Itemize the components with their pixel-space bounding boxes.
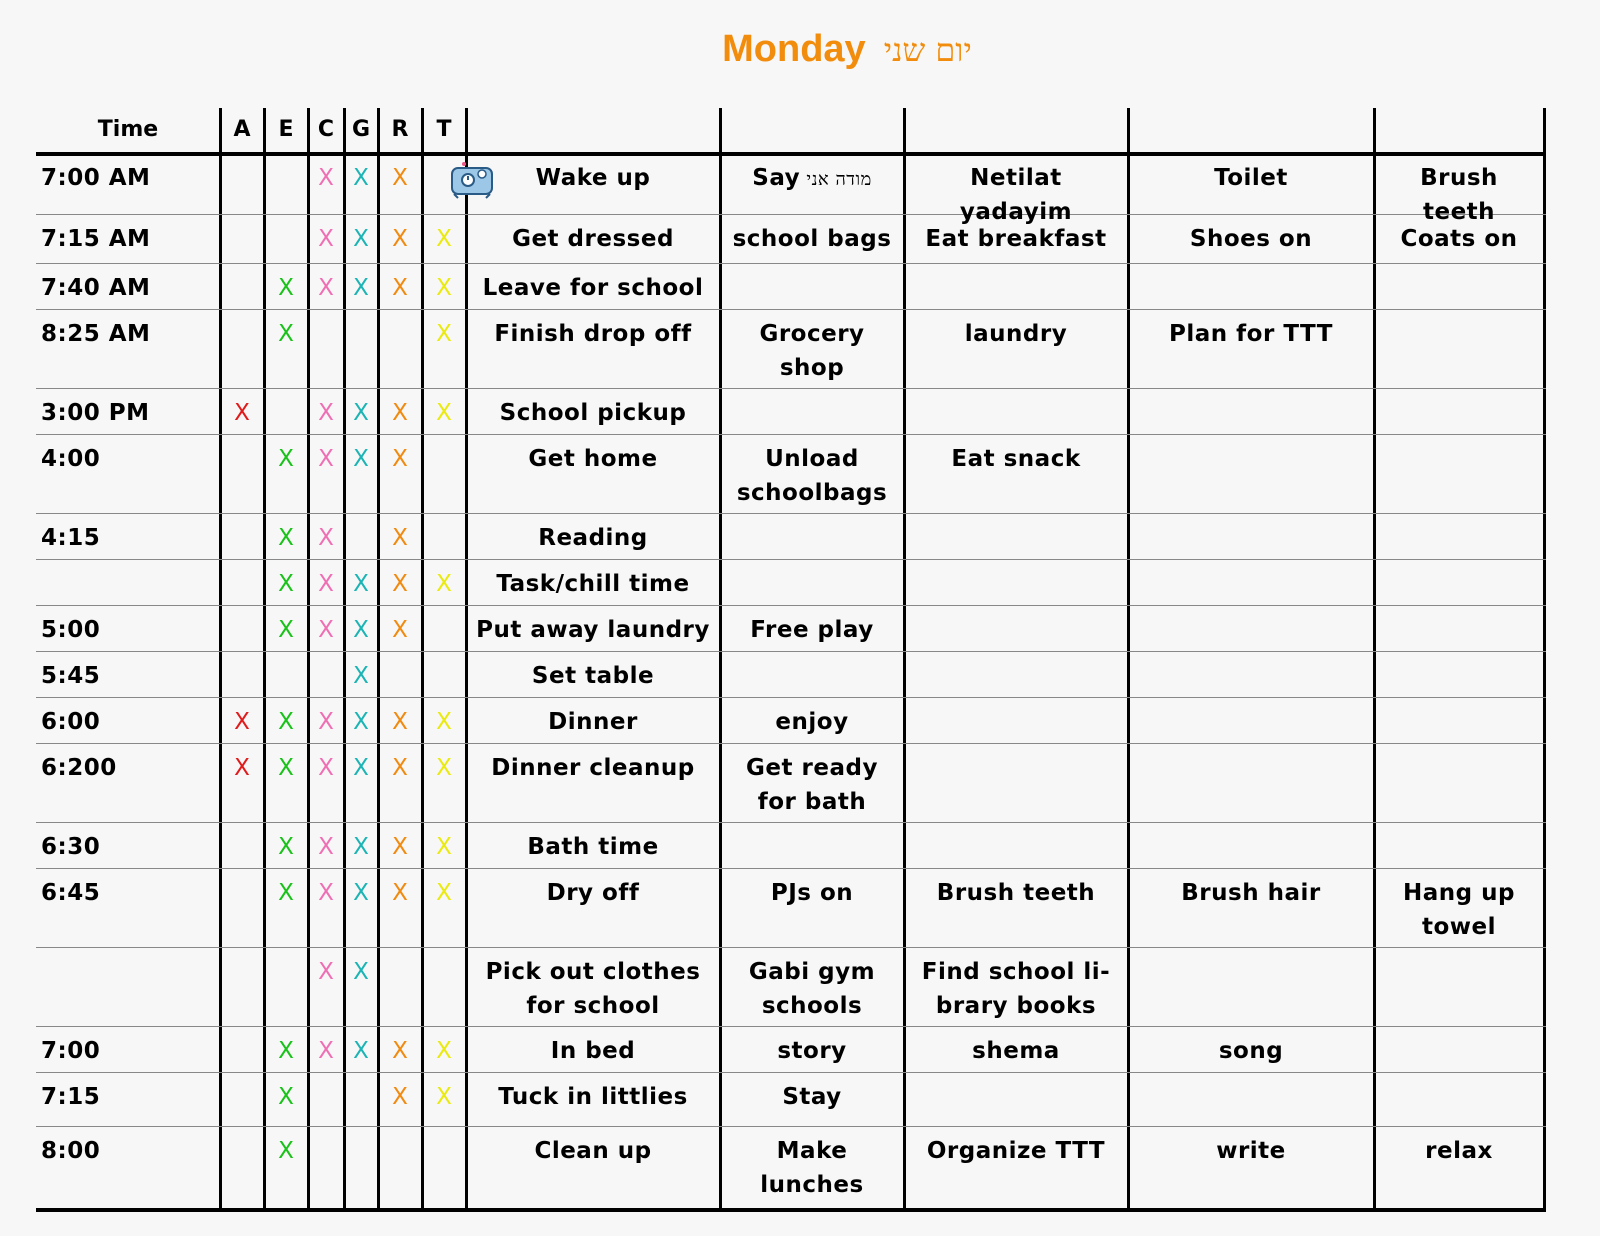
- task-text: Get dressed: [512, 226, 674, 252]
- task-cell: [1128, 876, 1374, 910]
- check-mark-r: X: [392, 755, 408, 781]
- check-mark-r: X: [392, 525, 408, 551]
- task-cell: [466, 1134, 720, 1168]
- row-divider: [36, 697, 1546, 698]
- check-mark-e: X: [278, 880, 294, 906]
- task-cell: [466, 613, 720, 647]
- task-text: school bags: [732, 226, 892, 252]
- check-mark-g: X: [353, 755, 369, 781]
- row-divider: [36, 559, 1546, 560]
- column-divider: [1543, 108, 1546, 1212]
- row-divider: [36, 822, 1546, 823]
- task-cell: [904, 955, 1128, 1023]
- task-text: Unload schoolbags: [736, 446, 888, 506]
- row-divider: [36, 309, 1546, 310]
- task-cell: [1128, 1134, 1374, 1168]
- task-cell: [904, 317, 1128, 351]
- check-mark-t: X: [436, 1038, 452, 1064]
- task-text: write: [1216, 1138, 1286, 1164]
- task-text: Put away laundry: [476, 617, 710, 643]
- task-cell: [720, 1034, 904, 1068]
- task-text-hebrew: מודה אני: [800, 169, 872, 190]
- row-time: 5:00: [41, 617, 101, 643]
- task-cell: [466, 317, 720, 351]
- task-text: song: [1218, 1038, 1284, 1064]
- check-mark-t: X: [436, 400, 452, 426]
- task-text: Wake up: [535, 165, 651, 191]
- task-cell: [466, 222, 720, 256]
- task-cell: [1374, 1134, 1544, 1168]
- check-mark-g: X: [353, 880, 369, 906]
- row-divider: [36, 1072, 1546, 1073]
- task-cell: [1374, 876, 1544, 944]
- header-divider: [36, 152, 1546, 156]
- row-time: 6:30: [41, 834, 101, 860]
- task-text: Brush teeth: [1420, 165, 1498, 225]
- task-text: Clean up: [534, 1138, 652, 1164]
- task-text: Task/chill time: [496, 571, 690, 597]
- header-kid-e: E: [278, 117, 294, 142]
- task-text: Plan for TTT: [1169, 321, 1333, 347]
- row-time: 8:25 AM: [41, 321, 151, 347]
- row-divider: [36, 214, 1546, 215]
- task-text: School pickup: [499, 400, 687, 426]
- check-mark-g: X: [353, 446, 369, 472]
- row-time: 7:00 AM: [41, 165, 151, 191]
- task-text: Free play: [750, 617, 874, 643]
- check-mark-r: X: [392, 1084, 408, 1110]
- task-cell: [466, 521, 720, 555]
- check-mark-c: X: [318, 709, 334, 735]
- task-cell: [904, 161, 1128, 229]
- check-mark-g: X: [353, 959, 369, 985]
- row-divider: [36, 434, 1546, 435]
- task-text: Dinner: [548, 709, 638, 735]
- task-text: PJs on: [770, 880, 854, 906]
- task-text: Set table: [531, 663, 655, 689]
- check-mark-r: X: [392, 226, 408, 252]
- check-mark-t: X: [436, 226, 452, 252]
- check-mark-g: X: [353, 400, 369, 426]
- check-mark-e: X: [278, 617, 294, 643]
- row-divider: [36, 868, 1546, 869]
- check-mark-r: X: [392, 400, 408, 426]
- task-text: Reading: [538, 525, 648, 551]
- row-divider: [36, 1126, 1546, 1127]
- check-mark-c: X: [318, 571, 334, 597]
- check-mark-c: X: [318, 226, 334, 252]
- task-cell: [466, 876, 720, 910]
- task-text: Dry off: [546, 880, 640, 906]
- row-time: 7:15 AM: [41, 226, 151, 252]
- task-text: shema: [972, 1038, 1060, 1064]
- task-cell: [466, 751, 720, 785]
- check-mark-c: X: [318, 834, 334, 860]
- check-mark-g: X: [353, 165, 369, 191]
- check-mark-g: X: [353, 663, 369, 689]
- task-text: Toilet: [1214, 165, 1288, 191]
- check-mark-c: X: [318, 525, 334, 551]
- task-text: Eat snack: [951, 446, 1081, 472]
- check-mark-r: X: [392, 709, 408, 735]
- check-mark-r: X: [392, 834, 408, 860]
- task-cell: [466, 659, 720, 693]
- task-cell: [1374, 222, 1544, 256]
- row-time: 6:45: [41, 880, 101, 906]
- task-text: Shoes on: [1189, 226, 1313, 252]
- header-kid-r: R: [391, 117, 409, 142]
- check-mark-r: X: [392, 275, 408, 301]
- task-cell: [1128, 161, 1374, 195]
- check-mark-c: X: [318, 880, 334, 906]
- task-text: Get home: [528, 446, 658, 472]
- task-text: story: [777, 1038, 847, 1064]
- check-mark-e: X: [278, 275, 294, 301]
- task-cell: [466, 955, 720, 1023]
- header-kid-t: T: [436, 117, 452, 142]
- row-divider: [36, 513, 1546, 514]
- task-cell: [720, 442, 904, 510]
- check-mark-t: X: [436, 880, 452, 906]
- task-cell: [720, 1080, 904, 1114]
- task-cell: [1128, 222, 1374, 256]
- task-text: Coats on: [1400, 226, 1518, 252]
- check-mark-e: X: [278, 321, 294, 347]
- check-mark-t: X: [436, 571, 452, 597]
- task-text: Dinner cleanup: [491, 755, 695, 781]
- row-divider: [36, 743, 1546, 744]
- task-cell: [904, 1034, 1128, 1068]
- check-mark-t: X: [436, 321, 452, 347]
- check-mark-g: X: [353, 571, 369, 597]
- check-mark-g: X: [353, 709, 369, 735]
- check-mark-r: X: [392, 880, 408, 906]
- task-text: Leave for school: [482, 275, 704, 301]
- check-mark-e: X: [278, 1084, 294, 1110]
- row-time: 6:00: [41, 709, 101, 735]
- check-mark-g: X: [353, 275, 369, 301]
- check-mark-e: X: [278, 1138, 294, 1164]
- task-cell: [904, 222, 1128, 256]
- header-kid-g: G: [351, 117, 371, 142]
- task-cell: [720, 1134, 904, 1202]
- task-text: Find school li-brary books: [921, 959, 1111, 1019]
- row-time: 3:00 PM: [41, 400, 150, 426]
- task-cell: [466, 161, 720, 195]
- check-mark-r: X: [392, 617, 408, 643]
- page-title: [0, 28, 1600, 71]
- check-mark-g: X: [353, 834, 369, 860]
- task-text: Make lunches: [760, 1138, 864, 1198]
- header-kid-a: A: [233, 117, 251, 142]
- check-mark-e: X: [278, 446, 294, 472]
- check-mark-c: X: [318, 275, 334, 301]
- check-mark-e: X: [278, 525, 294, 551]
- task-text: Stay: [782, 1084, 842, 1110]
- task-cell: [466, 830, 720, 864]
- check-mark-c: X: [318, 959, 334, 985]
- task-cell: [904, 1134, 1128, 1168]
- task-text: Organize TTT: [926, 1138, 1106, 1164]
- check-mark-c: X: [318, 617, 334, 643]
- check-mark-e: X: [278, 1038, 294, 1064]
- task-cell: [466, 1034, 720, 1068]
- check-mark-c: X: [318, 446, 334, 472]
- row-divider: [36, 263, 1546, 264]
- task-text: Get ready for bath: [746, 755, 878, 815]
- check-mark-a: X: [234, 709, 250, 735]
- header-kid-c: C: [317, 117, 335, 142]
- check-mark-r: X: [392, 571, 408, 597]
- task-cell: [466, 442, 720, 476]
- task-cell: [720, 161, 904, 197]
- task-cell: [466, 705, 720, 739]
- task-cell: [720, 317, 904, 385]
- row-divider: [36, 605, 1546, 606]
- task-cell: [720, 222, 904, 256]
- task-text: Brush teeth: [936, 880, 1096, 906]
- task-text: Hang up towel: [1403, 880, 1515, 940]
- check-mark-t: X: [436, 1084, 452, 1110]
- row-divider: [36, 947, 1546, 948]
- check-mark-t: X: [436, 834, 452, 860]
- table-bottom-border: [36, 1208, 1546, 1212]
- task-cell: [466, 271, 720, 305]
- check-mark-t: X: [436, 275, 452, 301]
- task-text: Netilat yadayim: [959, 165, 1073, 225]
- task-text: Pick out clothes for school: [485, 959, 701, 1019]
- check-mark-a: X: [234, 755, 250, 781]
- row-time: 7:00: [41, 1038, 101, 1064]
- row-time: 5:45: [41, 663, 101, 689]
- row-time: 4:15: [41, 525, 101, 551]
- row-divider: [36, 1026, 1546, 1027]
- check-mark-c: X: [318, 1038, 334, 1064]
- task-text: Gabi gym schools: [748, 959, 876, 1019]
- check-mark-r: X: [392, 165, 408, 191]
- check-mark-t: X: [436, 709, 452, 735]
- check-mark-g: X: [353, 617, 369, 643]
- task-text: Tuck in littlies: [498, 1084, 688, 1110]
- check-mark-r: X: [392, 1038, 408, 1064]
- task-cell: [720, 751, 904, 819]
- row-time: 6:200: [41, 755, 117, 781]
- title-hebrew: יום שני: [883, 31, 972, 69]
- task-cell: [720, 876, 904, 910]
- check-mark-c: X: [318, 165, 334, 191]
- header-time: Time: [97, 117, 159, 142]
- row-divider: [36, 651, 1546, 652]
- task-text: In bed: [550, 1038, 636, 1064]
- task-cell: [904, 876, 1128, 910]
- check-mark-g: X: [353, 226, 369, 252]
- row-divider: [36, 388, 1546, 389]
- task-cell: [904, 442, 1128, 476]
- task-text: enjoy: [775, 709, 849, 735]
- check-mark-a: X: [234, 400, 250, 426]
- task-text: laundry: [964, 321, 1068, 347]
- row-time: 4:00: [41, 446, 101, 472]
- check-mark-e: X: [278, 834, 294, 860]
- task-cell: [1128, 317, 1374, 351]
- check-mark-t: X: [436, 755, 452, 781]
- task-cell: [720, 955, 904, 1023]
- task-cell: [720, 613, 904, 647]
- row-time: 7:15: [41, 1084, 101, 1110]
- title-english: Monday: [722, 28, 866, 70]
- row-time: 8:00: [41, 1138, 101, 1164]
- check-mark-e: X: [278, 571, 294, 597]
- check-mark-e: X: [278, 755, 294, 781]
- task-text: Brush hair: [1181, 880, 1321, 906]
- check-mark-c: X: [318, 400, 334, 426]
- task-text: Bath time: [527, 834, 659, 860]
- task-cell: [466, 396, 720, 430]
- task-cell: [466, 1080, 720, 1114]
- task-text: Grocery shop: [759, 321, 865, 381]
- task-text: Eat breakfast: [925, 226, 1107, 252]
- task-cell: [466, 567, 720, 601]
- task-cell: [1374, 161, 1544, 229]
- task-text: relax: [1425, 1138, 1493, 1164]
- task-cell: [1128, 1034, 1374, 1068]
- task-cell: [720, 705, 904, 739]
- check-mark-g: X: [353, 1038, 369, 1064]
- check-mark-e: X: [278, 709, 294, 735]
- check-mark-r: X: [392, 446, 408, 472]
- task-text: Finish drop off: [494, 321, 692, 347]
- check-mark-c: X: [318, 755, 334, 781]
- schedule-table: [36, 108, 1578, 1232]
- row-time: 7:40 AM: [41, 275, 151, 301]
- task-text: Say: [752, 165, 801, 191]
